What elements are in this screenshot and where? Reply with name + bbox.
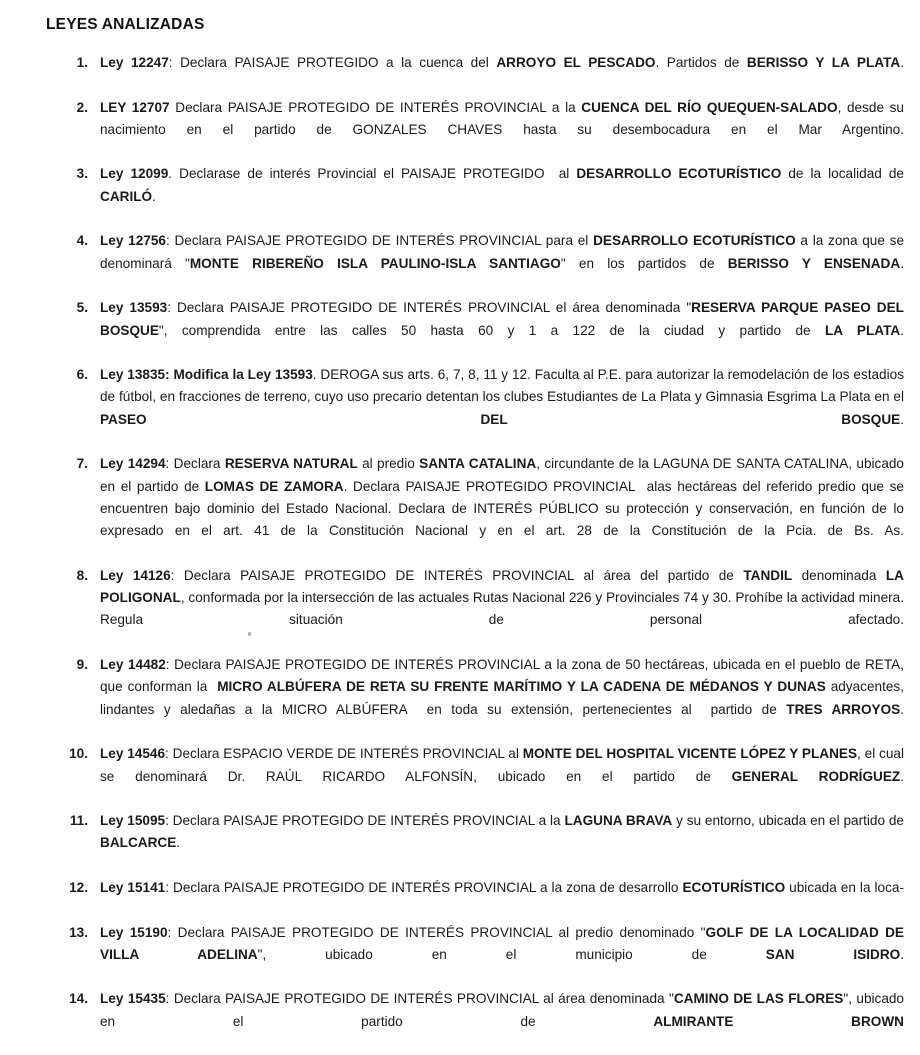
law-item-number: 8. xyxy=(76,567,88,583)
law-item-text: Ley 15435: Declara PAISAJE PROTEGIDO DE INTERÉS PROVINCIAL al área denominada "CAMINO DE LAS FLORES", ubicado en el partido de ALMIRANTE BROWN xyxy=(100,991,904,1029)
law-list-item xyxy=(0,453,920,564)
law-item-number: 9. xyxy=(76,657,88,673)
page-title: LEYES ANALIZADAS xyxy=(46,16,205,33)
law-list-item xyxy=(0,988,920,1055)
law-list-item xyxy=(0,654,920,743)
scan-artifact xyxy=(248,632,251,636)
law-list-item xyxy=(0,52,920,97)
law-list xyxy=(0,52,920,1055)
law-list-item xyxy=(0,163,920,230)
law-item-text: Ley 15190: Declara PAISAJE PROTEGIDO DE INTERÉS PROVINCIAL al predio denominado "GOLF DE LA LOCALIDAD DE VILLA ADELINA", ubicado en el municipio de SAN ISIDRO. xyxy=(100,924,905,962)
law-item-text: Ley 15141: Declara PAISAJE PROTEGIDO DE INTERÉS PROVINCIAL a la zona de desarrollo ECOTURÍSTICO ubicada en la loca- xyxy=(100,879,904,895)
law-item-number: 3. xyxy=(76,166,88,182)
law-item-number: 12. xyxy=(69,879,88,895)
law-item-text: Ley 13593: Declara PAISAJE PROTEGIDO DE INTERÉS PROVINCIAL el área denominada "RESERVA PARQUE PASEO DEL BOSQUE", comprendida entre las calles 50 hasta 60 y 1 a 122 de la ciudad y partido de LA PLATA. xyxy=(100,300,904,338)
law-item-number: 2. xyxy=(76,99,88,115)
law-list-item xyxy=(0,810,920,877)
law-item-text: Ley 14126: Declara PAISAJE PROTEGIDO DE INTERÉS PROVINCIAL al área del partido de TANDIL denominada LA POLIGONAL, conformada por la intersección de las actuales Rutas Nacional 226 y Provinciales 74 y 30. Prohíbe la actividad minera. Regula situación de personal afectado. xyxy=(100,567,904,628)
law-list-item xyxy=(0,97,920,164)
law-list-item xyxy=(0,743,920,810)
law-item-number: 14. xyxy=(69,991,88,1007)
law-item-number: 10. xyxy=(69,746,88,762)
law-item-number: 4. xyxy=(76,233,88,249)
law-list-item xyxy=(0,877,920,922)
law-list-item xyxy=(0,565,920,654)
law-item-text: LEY 12707 Declara PAISAJE PROTEGIDO DE INTERÉS PROVINCIAL a la CUENCA DEL RÍO QUEQUEN-SALADO, desde su nacimiento en el partido de GONZALES CHAVES hasta su desembocadura en el Mar Argentino. xyxy=(100,99,904,137)
law-item-number: 7. xyxy=(76,456,88,472)
law-item-text: Ley 12247: Declara PAISAJE PROTEGIDO a la cuenca del ARROYO EL PESCADO. Partidos de BERISSO Y LA PLATA. xyxy=(100,55,904,70)
law-list-item xyxy=(0,922,920,989)
law-item-number: 6. xyxy=(76,367,88,383)
law-item-number: 1. xyxy=(76,55,88,70)
law-item-number: 11. xyxy=(69,813,88,829)
law-item-text: Ley 13835: Modifica la Ley 13593. DEROGA sus arts. 6, 7, 8, 11 y 12. Faculta al P.E. para autorizar la remodelación de los estadios de fútbol, en fracciones de terreno, cuyo uso precario detentan los clubes Estudiantes de La Plata y Gimnasia Esgrima La Plata en el PASEO DEL BOSQUE. xyxy=(100,367,904,427)
law-list-item xyxy=(0,364,920,453)
law-item-number: 13. xyxy=(69,924,88,940)
law-item-text: Ley 12756: Declara PAISAJE PROTEGIDO DE INTERÉS PROVINCIAL para el DESARROLLO ECOTURÍSTICO a la zona que se denominará "MONTE RIBEREÑO ISLA PAULINO-ISLA SANTIAGO" en los partidos de BERISSO Y ENSENADA. xyxy=(100,233,905,271)
law-item-text: Ley 12099. Declarase de interés Provincial el PAISAJE PROTEGIDO al DESARROLLO ECOTURÍSTICO de la localidad de CARILÓ. xyxy=(100,166,904,204)
law-item-number: 5. xyxy=(76,300,88,316)
law-list-item xyxy=(0,297,920,364)
law-item-text: Ley 15095: Declara PAISAJE PROTEGIDO DE INTERÉS PROVINCIAL a la LAGUNA BRAVA y su entorno, ubicada en el partido de BALCARCE. xyxy=(100,813,904,851)
law-item-text: Ley 14482: Declara PAISAJE PROTEGIDO DE INTERÉS PROVINCIAL a la zona de 50 hectáreas, ubicada en el pueblo de RETA, que conforman la MICRO ALBÚFERA DE RETA SU FRENTE MARÍTIMO Y LA CADENA DE MÉDANOS Y DUNAS adyacentes, lindantes y aledañas a la MICRO ALBÚFERA en toda su extensión, pertenecientes al partido de TRES ARROYOS. xyxy=(100,657,905,717)
law-item-text: Ley 14546: Declara ESPACIO VERDE DE INTERÉS PROVINCIAL al MONTE DEL HOSPITAL VICENTE LÓPEZ Y PLANES, el cual se denominará Dr. RAÚL RICARDO ALFONSÍN, ubicado en el partido de GENERAL RODRÍGUEZ. xyxy=(100,746,904,784)
law-list-item xyxy=(0,230,920,297)
law-item-text: Ley 14294: Declara RESERVA NATURAL al predio SANTA CATALINA, circundante de la LAGUNA DE SANTA CATALINA, ubicado en el partido de LOMAS DE ZAMORA. Declara PAISAJE PROTEGIDO PROVINCIAL alas hectáreas del referido predio que se encuentren bajo dominio del Estado Nacional. Declara de INTERÉS PÚBLICO su protección y conservación, en función de lo expresado en el art. 41 de la Constitución Nacional y en el art. 28 de la Constitución de la Pcia. de Bs. As. xyxy=(100,456,904,539)
